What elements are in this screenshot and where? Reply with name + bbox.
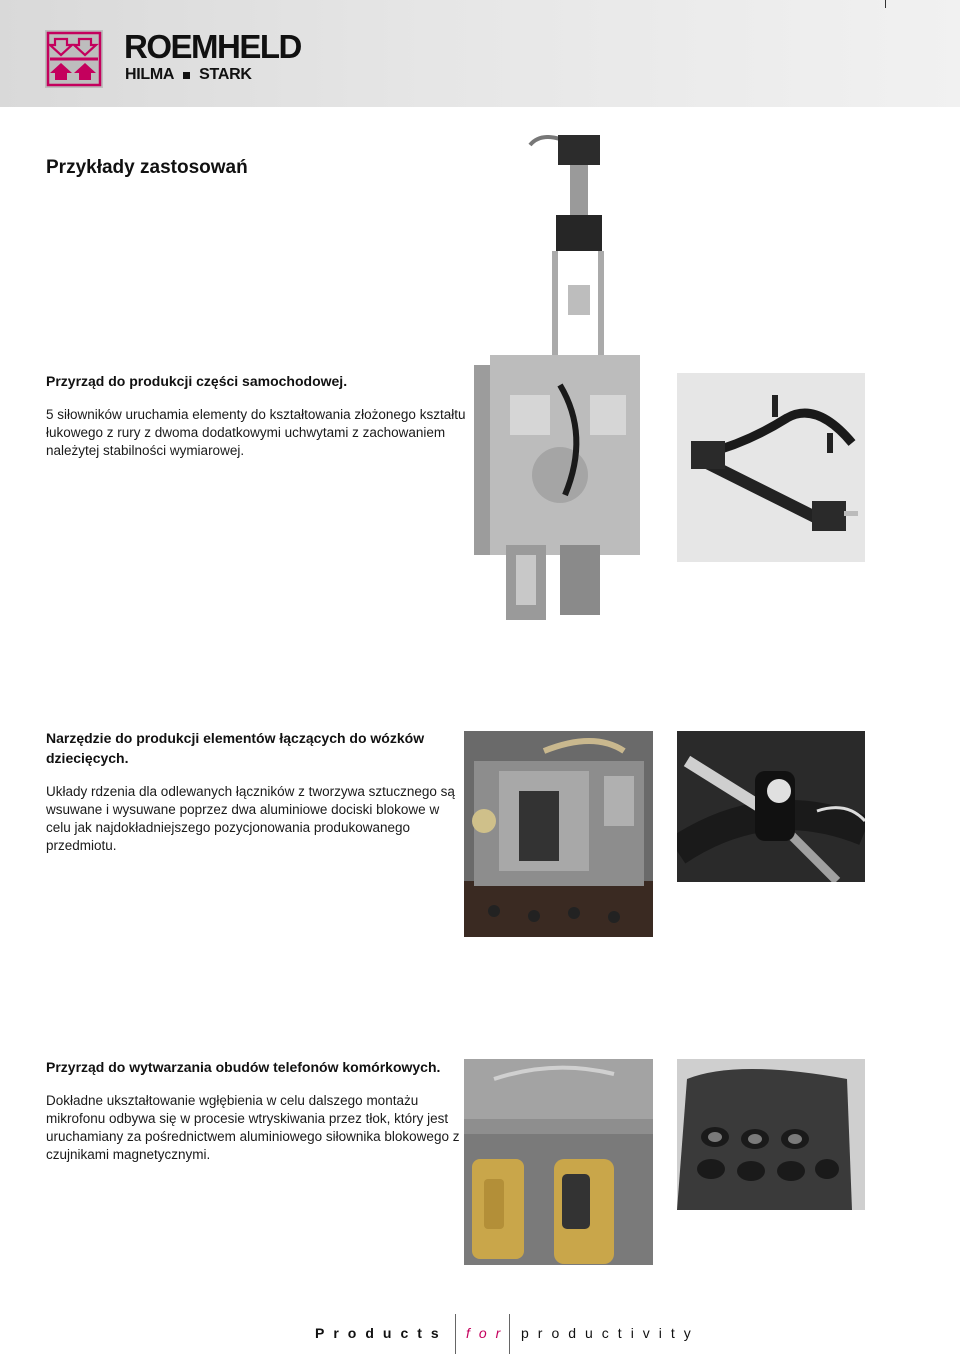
page-marker bbox=[885, 0, 886, 8]
tool-fixture-photo bbox=[470, 135, 670, 630]
phone-housing-mould-photo bbox=[464, 1059, 653, 1265]
section-2-body: Układy rdzenia dla odlewanych łączników z tworzywa sztucznego są wsuwane i wysuwane poprzez dwa aluminiowe dociski blokowe w celu jak najdokładniejszego pozycjonowania produkowanego przedmiotu. bbox=[46, 784, 455, 853]
section-3-body: Dokładne ukształtowanie wgłębienia w celu dalszego montażu mikrofonu odbywa się w procesie wtryskiwania przez tłok, który jest uruchamiany za pośrednictwem aluminiowego siłownika blokowego z czujnikami magnetycznymi. bbox=[46, 1093, 460, 1162]
footer-for: for bbox=[466, 1325, 510, 1341]
page-footer bbox=[0, 1310, 960, 1358]
footer-divider bbox=[455, 1314, 456, 1354]
brand-subtitle bbox=[125, 67, 252, 83]
mould-tool-photo bbox=[464, 731, 653, 937]
footer-productivity: productivity bbox=[521, 1325, 700, 1341]
stroller-connector-photo bbox=[677, 731, 865, 882]
roemheld-logo-icon bbox=[45, 30, 103, 88]
brand-sub-left: HILMA bbox=[125, 66, 175, 83]
page-header bbox=[0, 0, 960, 107]
footer-divider bbox=[509, 1314, 510, 1354]
phone-housing-closeup-photo bbox=[677, 1059, 865, 1210]
separator-square-icon bbox=[183, 72, 190, 79]
footer-products: Products bbox=[315, 1325, 448, 1341]
brand-name: ROEMHELD bbox=[124, 28, 301, 65]
section-2-heading: Narzędzie do produkcji elementów łączących do wózków dziecięcych. bbox=[46, 730, 425, 766]
page-title: Przykłady zastosowań bbox=[46, 157, 248, 178]
section-3-heading: Przyrząd do wytwarzania obudów telefonów komórkowych. bbox=[46, 1059, 441, 1075]
bent-tube-part-photo bbox=[677, 373, 865, 562]
section-1-heading: Przyrząd do produkcji części samochodowej. bbox=[46, 373, 348, 389]
section-1-body: 5 siłowników uruchamia elementy do kształtowania złożonego kształtu łukowego z rury z dwoma dodatkowymi uchwytami z zachowaniem należytej stabilności wymiarowej. bbox=[46, 407, 466, 458]
brand-sub-right: STARK bbox=[199, 66, 252, 83]
